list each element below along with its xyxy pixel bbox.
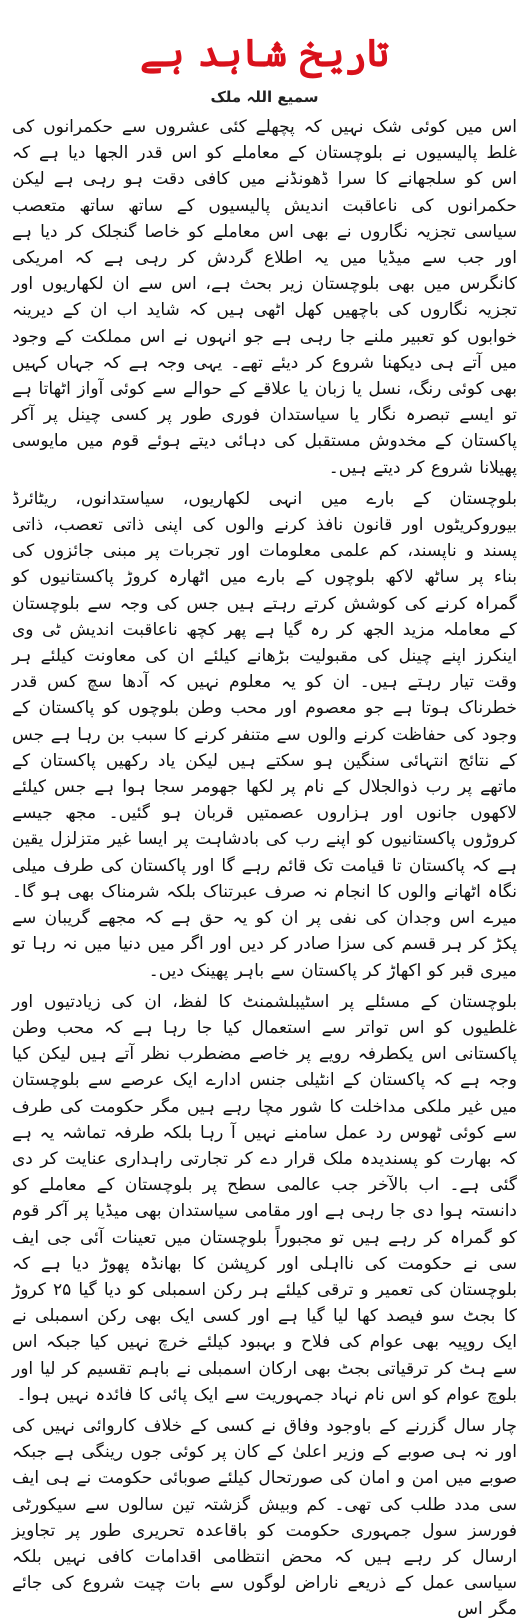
article-paragraph: اس میں کوئی شک نہیں کہ پچھلے کئی عشروں سے حکمرانوں کی غلط پالیسیوں نے بلوچستان کے معاملے کو اس قدر الجھا دیا ہے کہ اس کو سلجھانے کا سرا ڈھونڈنے میں کافی دقت ہو رہی ہے لیکن حکمرانوں کی ناعاقبت اندیش پالیسیوں کے ساتھ ساتھ متعصب سیاسی تجزیہ نگاروں نے بھی اس معاملے کو خاصا گنجلک کر دیا ہے اور جب سے میڈیا میں یہ اطلاع گردش کر رہی ہے کہ امریکی کانگرس میں بھی بلوچستان زیر بحث ہے، اس سے ان لکھاریوں اور تجزیہ نگاروں کی باچھیں کھل اٹھی ہیں کہ شاید اب ان کے دیرینہ خوابوں کو تعبیر ملنے جا رہی ہے جو انہوں نے اس مملکت کے وجود میں آتے ہی دیکھنا شروع کر دیئے تھے۔ یہی وجہ ہے کہ جہاں کہیں بھی کوئی رنگ، نسل یا زبان یا علاقے کے حوالے سے کوئی آواز اٹھاتا ہے تو ایسے تبصرہ نگار یا سیاستدان فوری طور پر کسی چینل پر آکر پاکستان کے مخدوش مستقبل کی دہائی دیتے ہوئے قوم میں مایوسی پھیلانا شروع کر دیتے ہیں۔ <box>12 117 517 478</box>
article-paragraph: بلوچستان کے بارے میں انہی لکھاریوں، سیاستدانوں، ریٹائرڈ بیوروکریٹوں اور قانون نافذ کرنے والوں کی اپنی ذاتی تعصب، ذاتی پسند و ناپسند، کم علمی معلومات اور تجربات پر مبنی جائزوں کی بناء پر ساٹھ لاکھ بلوچوں کے بارے میں اٹھارہ کروڑ پاکستانیوں کو گمراہ کرنے کی کوشش کرتے رہتے ہیں جس کی وجہ سے بلوچستان کے معاملہ مزید الجھ کر رہ گیا ہے پھر کچھ ناعاقبت اندیش ٹی وی اینکرز اپنے چینل کی مقبولیت بڑھانے کیلئے ان کی معاونت کیلئے ہر وقت تیار رہتے ہیں۔ ان کو یہ معلوم نہیں کہ آدھا سچ کس قدر خطرناک ہوتا ہے جو معصوم اور محب وطن بلوچوں کو پاکستان کے وجود کی حفاظت کرنے والوں سے متنفر کرنے کا سبب بن رہا ہے جس کے نتائج انتہائی سنگین ہو سکتے ہیں لیکن یاد رکھیں پاکستان کے ماتھے پر رب ذوالجلال کے نام پر لکھا جھومر سجا ہوا ہے جس کیلئے لاکھوں جانوں اور ہزاروں عصمتیں قربان ہو گئیں۔ مجھ جیسے کروڑوں پاکستانیوں کو اپنے رب کی بادشاہت پر ایسا غیر متزلزل یقین ہے کہ پاکستان تا قیامت تک قائم رہے گا اور پاکستان کی طرف میلی نگاہ اٹھانے والوں کا انجام نہ صرف عبرتناک بلکہ شرمناک بھی ہو گا۔ میرے اس وجدان کی نفی پر ان کو یہ حق ہے کہ مجھے گریبان سے پکڑ کر ہر قسم کی سزا صادر کر دیں اور اگر میں دنیا میں نہ رہا تو میری قبر کو اکھاڑ کر پاکستان سے باہر پھینک دیں۔ <box>12 488 517 981</box>
article-paragraph: چار سال گزرنے کے باوجود وفاق نے کسی کے خلاف کاروائی نہیں کی اور نہ ہی صوبے کے وزیر اعلیٰ کے کان پر کوئی جوں رینگی ہے جبکہ صوبے میں امن و امان کی صورتحال کیلئے صوبائی حکومت نے ہی ایف سی مدد طلب کی تھی۔ کم وبیش گزشتہ تین سالوں سے سیکورٹی فورسز سول جمہوری حکومت کو باقاعدہ تحریری طور پر تجاویز ارسال کر رہے ہیں کہ محض انتظامی اقدامات کافی نہیں بلکہ سیاسی عمل کے ذریعے ناراض لوگوں سے بات چیت شروع کی جائے مگر اس <box>12 1415 517 1620</box>
article-body <box>12 114 517 1623</box>
article-paragraph: بلوچستان کے مسئلے پر اسٹیبلشمنٹ کا لفظ، ان کی زیادتیوں اور غلطیوں کو اس تواتر سے استعمال کیا جا رہا ہے کہ محب وطن پاکستانی اس یکطرفہ رویے پر خاصے مضطرب نظر آتے ہیں لیکن کیا وجہ ہے کہ پاکستان کے انٹیلی جنس ادارے ایک عرصے سے بلوچستان میں غیر ملکی مداخلت کا شور مچا رہے ہیں مگر حکومت کی طرف سے کوئی ٹھوس رد عمل سامنے نہیں آ رہا بلکہ طرفہ تماشہ یہ ہے کہ بھارت کو پسندیدہ ملک قرار دے کر تجارتی راہداری عنایت کر دی گئی ہے۔ اب بالآخر جب عالمی سطح پر بلوچستان کے معاملے کو دانستہ ہوا دی جا رہی ہے اور مقامی سیاستدان بھی میڈیا پر آکر قوم کو گمراہ کر رہے ہیں تو مجبوراً بلوچستان میں تعینات آئی جی ایف سی نے حکومت کی نااہلی اور کرپشن کا بھانڈہ پھوڑ دیا ہے کہ بلوچستان کی تعمیر و ترقی کیلئے ہر رکن اسمبلی کو دیا گیا ۲۵ کروڑ کا بجٹ سو فیصد کھا لیا گیا ہے اور کسی ایک بھی رکن اسمبلی نے ایک روپیہ بھی عوام کی فلاح و بہبود کیلئے خرچ نہیں کیا جبکہ اس سے ہٹ کر ترقیاتی بجٹ بھی ارکان اسمبلی نے باہم تقسیم کر لیا اور بلوچ عوام کو اس نام نہاد جمہوریت سے ایک پائی کا فائدہ نہیں ہوا۔ <box>12 991 517 1405</box>
article-author: سمیع اللہ ملک <box>210 88 319 106</box>
article-title: تاریخ شاہد ہے <box>139 30 390 75</box>
